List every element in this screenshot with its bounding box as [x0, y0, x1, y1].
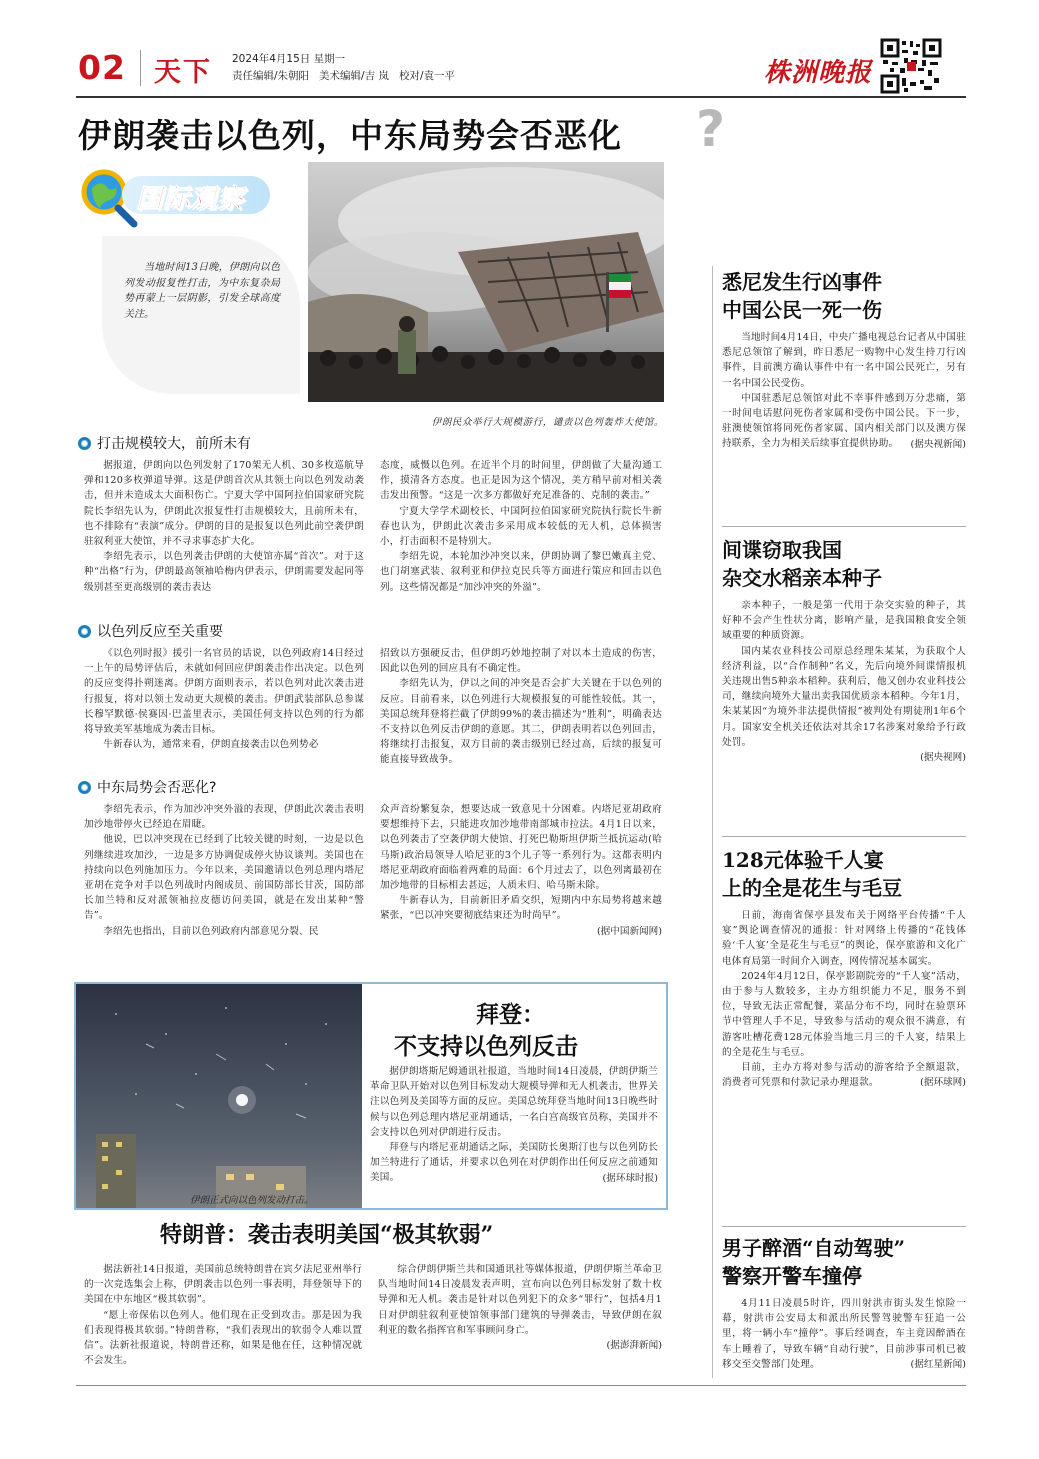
sec2-col1 — [84, 646, 364, 752]
source-credit: (据央视新闻) — [910, 438, 966, 450]
paragraph: 李绍先表示，作为加沙冲突外溢的表现，伊朗此次袭击表明加沙地带停火已经迫在眉睫。 — [84, 804, 364, 831]
story-title-line: 间谍窃取我国 — [722, 538, 842, 562]
section-name: 天下 — [154, 57, 212, 88]
paragraph: 宁夏大学学术副校长、中国阿拉伯国家研究院执行院长牛新春也认为，伊朗此次袭击多采用成本较低的无人机，总体损害小，打击面积不是特别大。 — [380, 505, 662, 548]
story-title-line: 杂交水稻亲本种子 — [722, 566, 882, 590]
masthead-rule — [76, 96, 966, 98]
paragraph: 综合伊朗伊斯兰共和国通讯社等媒体报道，伊朗伊斯兰革命卫队当地时间14日凌晨发表声明，宣布向以色列目标发射了数十枚导弹和无人机。袭击是针对以色列犯下的众多“罪行”，包括4月1日对伊朗驻叙利亚使馆领事部门建筑的导弹袭击，导致伊朗在叙利亚的数名指挥官和军事顾问身亡。 — [378, 1264, 662, 1336]
sec1-col2 — [380, 458, 662, 595]
paragraph: 《以色列时报》援引一名官员的话说，以色列政府14日经过一上午的局势评估后，未就如何回应伊朗袭击作出决定。以色列的反应变得扑朔迷离。伊朗方面则表示，若以色列对此次袭击进行报复，将对以领土发动更大规模的袭击。伊朗武装部队总参谋长穆罕默德·侯赛因·巴盖里表示，美国任何支持以色列的行为都将导致美军基地成为袭击目标。 — [84, 648, 364, 736]
bottom-rule — [76, 1385, 966, 1386]
paragraph: 众声音纷繁复杂，想要达成一致意见十分困难。内塔尼亚胡政府要想维持下去，只能进攻加沙地带南部城市拉法。4月1日以来，以色列袭击了空袭伊朗大使馆、打死巴勒斯坦伊斯兰抵抗运动(哈马斯)政治局领导人哈尼亚的3个儿子等一系列行为。这都表明内塔尼亚胡政府面临着两难的局面：6个月过去了，以色列离最初在加沙地带的目标相去甚远，人质未归、哈马斯未除。 — [380, 804, 662, 892]
paragraph: 牛新春认为，目前新旧矛盾交织，短期内中东局势将越来越紧张，“巴以冲突要彻底结束还为时尚早”。 — [380, 895, 662, 922]
masthead-divider — [140, 50, 141, 86]
section2-heading — [78, 620, 223, 642]
story-title-line: 男子醉酒“自动驾驶” — [722, 1236, 906, 1260]
biden-title-line1: 拜登： — [476, 1001, 545, 1028]
sidebar-story-1 — [722, 268, 966, 452]
sidebar-divider — [712, 266, 713, 1378]
story-title — [722, 1234, 966, 1290]
headline-question-mark: ? — [696, 100, 726, 158]
story-title — [722, 846, 966, 902]
trump-col2 — [378, 1262, 662, 1353]
trump-col1 — [84, 1262, 362, 1368]
paragraph: 据法新社14日报道，美国前总统特朗普在宾夕法尼亚州举行的一次竞选集会上称，伊朗袭击以色列一事表明，拜登领导下的美国在中东地区“极其软弱”。 — [84, 1264, 362, 1306]
sidebar-sep — [722, 836, 966, 837]
biden-title-line2: 不支持以色列反击 — [394, 1033, 578, 1060]
missile-night-photo — [76, 984, 362, 1208]
biden-photo-caption: 伊朗正式向以色列发动打击。 — [190, 1195, 314, 1206]
paragraph: 据伊朗塔斯尼姆通讯社报道，当地时间14日凌晨，伊朗伊斯兰革命卫队开始对以色列目标发动大规模导弹和无人机袭击，世界关注以色列及美国等方面的反应。美国总统拜登当地时间13日晚些时候与以色列总理内塔尼亚胡通话，一名白宫高级官员称，美国并不会支持以色列对伊朗进行反击。 — [370, 1066, 658, 1138]
editors-line: 责任编辑/朱朝阳 美术编辑/吉 岚 校对/袁一平 — [232, 70, 455, 82]
paragraph: 李绍先也指出，目前以色列政府内部意见分裂、民 — [103, 925, 319, 937]
story-title-line: 悉尼发生行凶事件 — [722, 270, 882, 294]
section3-title: 中东局势会否恶化? — [97, 780, 217, 796]
intro-note: 当地时间13日晚，伊朗向以色列发动报复性打击，为中东复杂局势再蒙上一层阴影，引发全球高度关注。 — [124, 262, 280, 320]
paragraph: 招致以方强硬反击，但伊朗巧妙地控制了对以本土造成的伤害，因此以色列的回应具有不确定性。 — [380, 648, 662, 675]
photo1-caption: 伊朗民众举行大规模游行，谴责以色列轰炸大使馆。 — [431, 417, 664, 428]
masthead — [76, 44, 966, 94]
sec3-col2 — [380, 802, 662, 939]
headline-block — [76, 100, 776, 160]
column-badge — [78, 166, 278, 228]
paragraph: 他说，巴以冲突现在已经到了比较关键的时刻，一边是以色列继续进攻加沙，一边是多方协调促成停火协议谈判。美国也在持续向以色列施加压力。今年以来，美国邀请以色列总理内塔尼亚胡在竞争对手以色列战时内阁成员、前国防部长甘茨，国防部长加兰特和反对派领袖拉皮德访问美国，就是在发出某种“警告”。 — [84, 834, 364, 922]
story-title-line: 警察开警车撞停 — [722, 1264, 862, 1288]
source-credit: (据环球时报) — [602, 1172, 658, 1184]
trump-title: 特朗普：袭击表明美国“极其软弱” — [160, 1222, 494, 1248]
section3-heading — [78, 776, 216, 798]
paragraph: 李绍先表示，以色列袭击伊朗的大使馆亦属“首次”。对于这种“出格”行为，伊朗最高领袖哈梅内伊表示，伊朗需要发起同等级别甚至更高级别的袭击表达 — [84, 551, 364, 593]
sec1-col1 — [84, 458, 364, 595]
story-title-line: 中国公民一死一伤 — [722, 298, 882, 322]
sec2-col2 — [380, 646, 662, 768]
bullet-dot-icon — [78, 625, 91, 638]
paragraph: 目前，主办方将对参与活动的游客给予全额退款，消费者可凭票和付款记录办理退款。 — [722, 1062, 966, 1089]
section1-heading — [78, 432, 251, 454]
story-title-line: 128元体验千人宴 — [722, 848, 884, 872]
paragraph: 当地时间4月14日，中央广播电视总台记者从中国驻悉尼总领馆了解到，昨日悉尼一购物中心发生持刀行凶事件，目前澳方确认事件中有一名中国公民死亡，另有一名中国公民受伤。 — [722, 332, 966, 389]
sidebar-story-2 — [722, 536, 966, 765]
bullet-dot-icon — [78, 781, 91, 794]
paragraph: 国内某农业科技公司原总经理朱某某，为获取个人经济利益，以“合作制种”名义，先后向境外间谍情报机关违规出售5种亲本稻种。获利后，他又创办农业科技公司，继续向境外大量出卖我国优质亲本稻种。今年1月，朱某某因“为境外非法提供情报”被判处有期徒刑1年6个月。国家安全机关还依法对其余17名涉案对象给予行政处罚。 — [722, 645, 966, 748]
paragraph: 牛新春认为，通常来看，伊朗直接袭击以色列势必 — [103, 739, 319, 751]
source-credit: (据央视网) — [920, 752, 966, 764]
source-credit: (据澎湃新闻) — [606, 1340, 662, 1352]
paragraph: 中国驻悉尼总领馆对此不幸事件感到万分悲痛，第一时间电话慰问死伤者家属和受伤中国公民。下一步，驻澳使领馆将同死伤者家属、国内相关部门以及澳方保持联系，全力为相关后续事宜提供协助。 — [722, 392, 966, 450]
sidebar-sep — [722, 526, 966, 527]
badge-text: 国际观察 — [136, 184, 245, 214]
bullet-dot-icon — [78, 437, 91, 450]
protest-photo — [308, 162, 664, 402]
page-number: 02 — [78, 48, 126, 87]
headline: 伊朗袭击以色列，中东局势会否恶化 — [78, 116, 622, 155]
story-title-line: 上的全是花生与毛豆 — [722, 876, 902, 900]
paper-name-logo: 株洲晚报 — [764, 58, 873, 88]
paragraph: 日前，海南省保亭县发布关于网络平台传播“千人宴”舆论调查情况的通报：针对网络上传播的“花钱体验‘千人宴’全是花生与毛豆”的舆论，保亭旅游和文化广电体育局第一时间介入调查，网传情况基本属实。 — [722, 910, 966, 967]
paragraph: 态度，威慑以色列。在近半个月的时间里，伊朗做了大量沟通工作，摸清各方态度。也正是因为这个情况，美方稍早前对相关袭击发出预警。“这是一次多方都做好充足准备的、克制的袭击。” — [380, 460, 662, 502]
paragraph: “愿上帝保佑以色列人。他们现在正受到攻击。那是因为我们表现得极其软弱。”特朗普称，“我们表现出的软弱令人难以置信”。法新社报道说，特朗普还称，如果是他在任，这种情况就不会发生。 — [84, 1309, 362, 1367]
source-credit: (据环球网) — [920, 1077, 966, 1089]
story-title — [722, 536, 966, 592]
story-title — [722, 268, 966, 324]
qr-code-icon — [880, 38, 942, 94]
paragraph: 4月11日凌晨5时许，四川射洪市街头发生惊险一幕，射洪市公安局太和派出所民警驾驶警车狂追一公里，将一辆小车“撞停”。事后经调查，车主竟因醉酒在车上睡着了，导致车辆“自动行驶”，目前涉事司机已被移交至交警部门处理。 — [722, 1298, 966, 1370]
paragraph: 亲本种子，一般是第一代用于杂交实验的种子，其好种不会产生性状分离，影响产量，是我国粮食安全领域重要的种质资源。 — [722, 600, 966, 642]
sidebar-story-4 — [722, 1234, 966, 1372]
biden-body — [370, 1064, 658, 1186]
paragraph: 李绍先说，本轮加沙冲突以来，伊朗协调了黎巴嫩真主党、也门胡塞武装、叙利亚和伊拉克民兵等方面进行策应和回击以色列。这些情况都是“加沙冲突的外溢”。 — [380, 551, 662, 593]
sec3-col1 — [84, 802, 364, 939]
paragraph: 2024年4月12日，保亭影剧院旁的“千人宴”活动，由于参与人数较多，主办方组织能力不足，服务不到位，导致无法正常配餐，菜品分布不均，同时在验票环节中管理人手不足，导致参与活动的观众很不满意，有游客吐槽花费128元体验当地三月三的千人宴，结果上的全是花生与毛豆。 — [722, 970, 966, 1058]
paragraph: 拜登与内塔尼亚胡通话之际，美国防长奥斯汀也与以色列防长加兰特进行了通话，并要求以色列在对伊朗作出任何反应之前通知美国。 — [370, 1142, 658, 1184]
sidebar-sep — [722, 1226, 966, 1227]
source-credit: (据红星新闻) — [910, 1359, 966, 1371]
paragraph: 李绍先认为，伊以之间的冲突是否会扩大关键在于以色列的反应。目前看来，以色列进行大规模报复的可能性较低。其一，美国总统拜登将拦截了伊朗99%的袭击描述为“胜利”，明确表达不支持以色列反击伊朗的意愿。其二，伊朗表明若以色列回击，将继续打击报复，双方目前的袭击级别已经过高，后续的报复可能直接导致战争。 — [380, 678, 662, 766]
section2-title: 以色列反应至关重要 — [97, 624, 223, 640]
section1-title: 打击规模较大，前所未有 — [97, 436, 251, 452]
date-line: 2024年4月15日 星期一 — [232, 53, 346, 65]
source-credit: (据中国新闻网) — [596, 925, 662, 937]
paragraph: 据报道，伊朗向以色列发射了170架无人机、30多枚巡航导弹和120多枚弹道导弹。这是伊朗首次从其领土向以色列发动袭击，但并未造成太大面积伤亡。宁夏大学中国阿拉伯国家研究院院长李绍先认为，伊朗此次报复性打击规模较大，且前所未有，也不排除有“表演”成分。伊朗的目的是报复以色列此前空袭伊朗驻叙利亚大使馆，并不寻求事态扩大化。 — [84, 460, 364, 548]
sidebar-story-3 — [722, 846, 966, 1090]
